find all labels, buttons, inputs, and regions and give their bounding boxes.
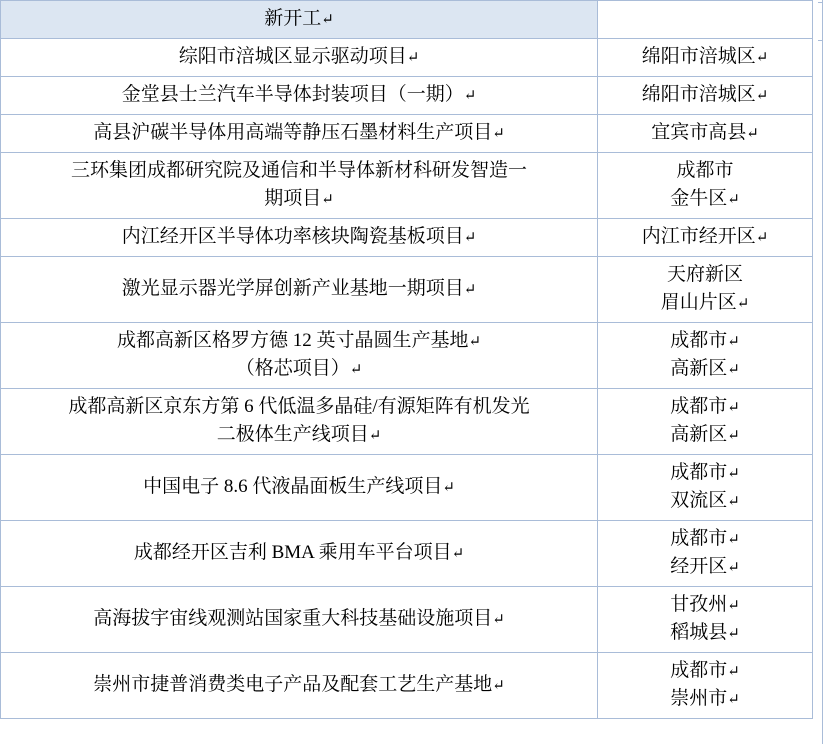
paragraph-mark-icon: ↵ [492,677,505,694]
project-location-cell [598,586,813,652]
project-name-line: 三环集团成都研究院及通信和半导体新材科研发智造一 [70,159,527,181]
project-location-cell [598,322,813,388]
project-location-line: 甘孜州 [670,593,728,615]
paragraph-mark-icon: ↵ [442,479,455,496]
project-name-line: 中国电子 8.6 代液晶面板生产线项目 [143,475,443,497]
project-location-line: 金牛区 [670,188,728,209]
paragraph-mark-icon: ↵ [321,12,334,28]
project-location-line: 崇州市 [670,688,728,709]
paragraph-mark-icon: ↵ [746,125,759,142]
project-location-line: 稻城县 [670,622,728,643]
project-location-line: 成都市 [670,461,728,483]
paragraph-mark-icon: ↵ [736,296,750,312]
project-location-line: 成都市 [670,659,728,681]
project-location-line: 双流区 [670,490,728,511]
project-name-line: 成都高新区京东方第 6 代低温多晶硅/有源矩阵有机发光 [68,395,530,417]
paragraph-mark-icon: ↵ [727,597,740,614]
table-row [1,76,813,114]
project-name-cell [1,586,598,652]
project-name-cell [1,38,598,76]
table-row [1,114,813,152]
header-title-text: 新开工 [264,8,322,29]
table-header-title [1,1,598,39]
paragraph-mark-icon: ↵ [727,692,740,708]
paragraph-mark-icon: ↵ [727,560,740,576]
project-name-cell [1,114,598,152]
project-name-cell [1,454,598,520]
project-location-cell [598,76,813,114]
project-name-line: （格芯项目） [235,358,350,379]
paragraph-mark-icon: ↵ [727,531,740,548]
project-location-line: 绵阳市涪城区 [641,83,756,105]
paragraph-mark-icon: ↵ [755,87,769,104]
project-location-cell [598,114,813,152]
table-header-location [598,1,813,39]
project-location-line: 经开区 [670,556,728,577]
paragraph-mark-icon: ↵ [463,87,477,104]
paragraph-mark-icon: ↵ [727,494,740,510]
project-location-cell [598,218,813,256]
table-row [1,218,813,256]
table-row [1,652,813,718]
project-name-line: 成都高新区格罗方德 12 英寸晶圆生产基地 [116,329,469,351]
paragraph-mark-icon: ↵ [406,49,420,66]
project-location-cell [598,520,813,586]
paragraph-mark-icon: ↵ [727,333,740,350]
project-location-cell [598,256,813,322]
project-location-line: 高新区 [670,358,728,379]
paragraph-mark-icon: ↵ [755,229,769,246]
table-row [1,454,813,520]
paragraph-mark-icon: ↵ [727,192,740,208]
project-name-line: 内江经开区半导体功率核块陶瓷基板项目 [121,225,464,247]
project-name-line: 高县沪碳半导体用高端等静压石墨材料生产项目 [93,121,493,143]
project-location-line: 天府新区 [666,263,743,285]
paragraph-mark-icon: ↵ [727,399,740,416]
project-name-line: 金堂县士兰汽车半导体封装项目（一期） [121,83,464,105]
paragraph-mark-icon: ↵ [349,362,363,378]
project-name-line: 激光显示器光学屏创新产业基地一期项目 [121,277,464,299]
project-name-line: 期项目 [264,188,322,209]
table-header-row [1,1,813,39]
page-edge-tick [818,2,823,3]
project-name-cell [1,76,598,114]
paragraph-mark-icon: ↵ [468,333,482,350]
project-name-line: 综阳市涪城区显示驱动项目 [178,45,407,67]
table-row [1,152,813,218]
paragraph-mark-icon: ↵ [755,49,769,66]
table-row [1,520,813,586]
project-location-cell [598,652,813,718]
project-location-line: 宜宾市高县 [651,121,747,143]
project-location-cell [598,388,813,454]
project-location-line: 眉山片区 [660,292,737,313]
project-location-line: 成都市 [670,527,728,549]
paragraph-mark-icon: ↵ [463,281,477,298]
project-location-line: 绵阳市涪城区 [641,45,756,67]
table-body [1,1,813,719]
paragraph-mark-icon: ↵ [463,229,477,246]
project-name-cell [1,322,598,388]
paragraph-mark-icon: ↵ [727,428,740,444]
paragraph-mark-icon: ↵ [451,545,465,562]
page-edge-tick [818,40,823,41]
project-name-cell [1,520,598,586]
project-name-line: 高海拔宇宙线观测站国家重大科技基础设施项目 [93,607,493,629]
paragraph-mark-icon: ↵ [492,611,505,628]
paragraph-mark-icon: ↵ [492,125,505,142]
paragraph-mark-icon: ↵ [727,663,740,680]
paragraph-mark-icon: ↵ [727,362,740,378]
table-row [1,586,813,652]
table-row [1,388,813,454]
table-row [1,38,813,76]
project-location-line: 成都市 [676,159,734,181]
project-location-line: 成都市 [670,395,728,417]
table-row [1,322,813,388]
project-location-cell [598,454,813,520]
project-name-cell [1,388,598,454]
paragraph-mark-icon: ↵ [727,626,740,642]
page-right-border [822,0,823,744]
paragraph-mark-icon: ↵ [727,465,740,482]
paragraph-mark-icon: ↵ [321,192,334,208]
project-name-line: 崇州市捷普消费类电子产品及配套工艺生产基地 [93,673,493,695]
project-location-line: 内江市经开区 [641,225,756,247]
project-name-cell [1,256,598,322]
project-name-line: 二极体生产线项目 [216,424,369,445]
project-location-cell [598,152,813,218]
paragraph-mark-icon: ↵ [368,428,382,444]
table-row [1,256,813,322]
project-name-line: 成都经开区吉利 BMA 乘用车平台项目 [133,541,452,563]
project-name-cell [1,152,598,218]
project-location-line: 成都市 [670,329,728,351]
project-location-cell [598,38,813,76]
project-location-line: 高新区 [670,424,728,445]
project-name-cell [1,652,598,718]
project-name-cell [1,218,598,256]
